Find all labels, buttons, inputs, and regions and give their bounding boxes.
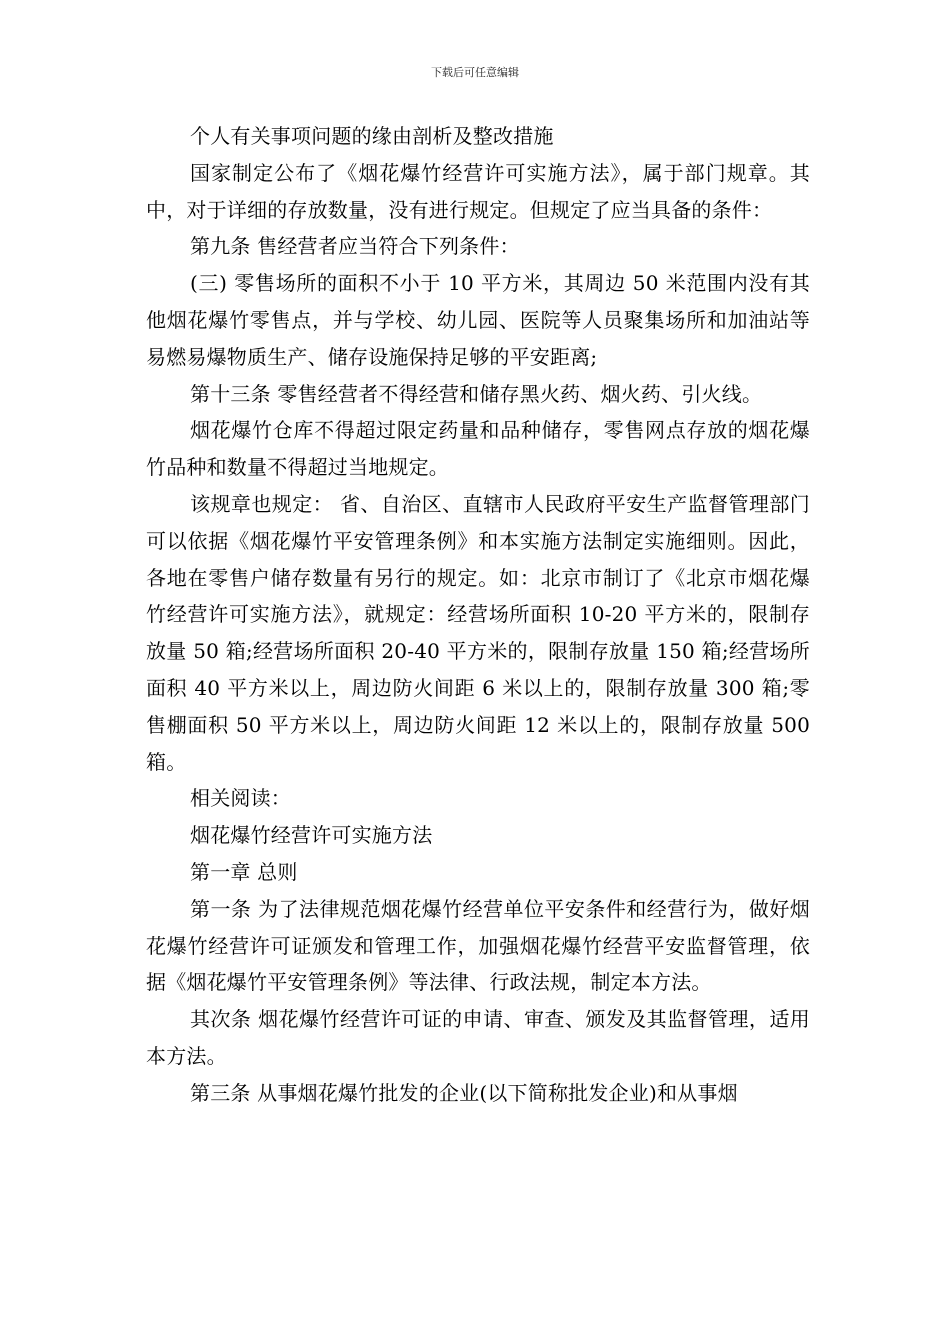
document-body (146, 118, 810, 1112)
paragraph: (三) 零售场所的面积不小于 10 平方米，其周边 50 米范围内没有其他烟花爆竹零售点，并与学校、幼儿园、医院等人员聚集场所和加油站等易燃易爆物质生产、储存设施保持足够的平安距离; (146, 271, 810, 369)
chapter-heading: 第一章 总则 (190, 859, 298, 884)
article-heading: 第九条 售经营者应当符合下列条件： (190, 234, 520, 259)
related-reading-label: 相关阅读： (190, 786, 291, 811)
page-header: 下载后可任意编辑 (431, 66, 519, 79)
paragraph: 第一条 为了法律规范烟花爆竹经营单位平安条件和经营行为，做好烟花爆竹经营许可证颁发和管理工作，加强烟花爆竹经营平安监督管理，依据《烟花爆竹平安管理条例》等法律、行政法规，制定本方法。 (146, 896, 810, 995)
paragraph: 其次条 烟花爆竹经营许可证的申请、审查、颁发及其监督管理，适用本方法。 (146, 1007, 810, 1068)
paragraph: 第十三条 零售经营者不得经营和储存黑火药、烟火药、引火线。 (190, 381, 763, 406)
paragraph: 该规章也规定： 省、自治区、直辖市人民政府平安生产监督管理部门可以依据《烟花爆竹平安管理条例》和本实施方法制定实施细则。因此，各地在零售户储存数量有另行的规定。如：北京市制订了《北京市烟花爆竹经营许可实施方法》，就规定：经营场所面积 10-20 平方米的，限制存放量 50 箱;经营场所面积 20-40 平方米的，限制存放量 150 箱;经营场所面积 40 平方米以上，周边防火间距 6 米以上的，限制存放量 300 箱;零售棚面积 50 平方米以上，周边防火间距 12 米以上的，限制存放量 500 箱。 (146, 491, 810, 774)
paragraph: 国家制定公布了《烟花爆竹经营许可实施方法》，属于部门规章。其中，对于详细的存放数量，没有进行规定。但规定了应当具备的条件： (146, 160, 810, 222)
section-title: 烟花爆竹经营许可实施方法 (190, 823, 433, 848)
document-title: 个人有关事项问题的缘由剖析及整改措施 (190, 124, 554, 148)
paragraph: 烟花爆竹仓库不得超过限定药量和品种储存，零售网点存放的烟花爆竹品种和数量不得超过当地规定。 (146, 418, 810, 480)
paragraph: 第三条 从事烟花爆竹批发的企业(以下简称批发企业)和从事烟 (190, 1080, 738, 1105)
